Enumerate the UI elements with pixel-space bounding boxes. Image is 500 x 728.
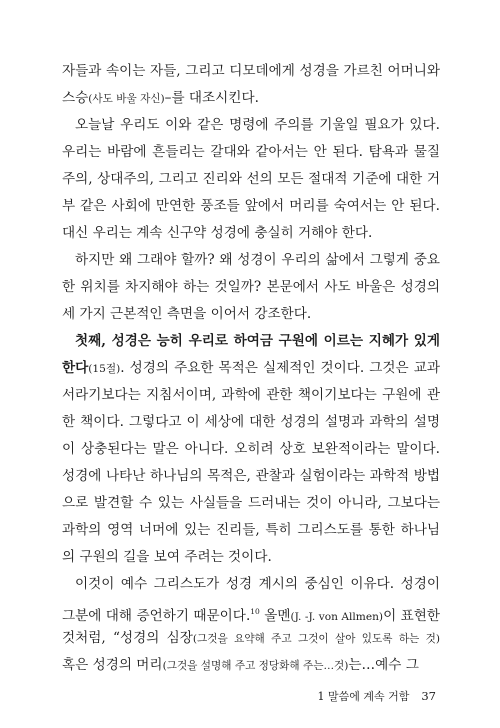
chapter-title: 1 말씀에 계속 거함: [317, 690, 410, 703]
text-span: 스승: [62, 90, 89, 106]
text-line: [62, 193, 440, 220]
text-span: 서라기보다는 지침서이며, 과학에 관한 책이기보다는 구원에 관: [62, 387, 440, 403]
text-line: [62, 166, 440, 193]
text-span: 이 표현한: [383, 608, 440, 624]
text-line: [62, 112, 440, 139]
text-span: 한 위치를 차지해야 하는 것일까? 본문에서 사도 바울은 성경의: [62, 279, 440, 295]
footnote-ref: 10: [250, 607, 260, 616]
text-span: . 성경의 주요한 목적은 실제적인 것이다. 그것은 교과: [120, 360, 440, 376]
text-span: 것처럼, “성경의 심장: [62, 630, 193, 646]
text-line: [62, 220, 440, 247]
text-line: [62, 85, 440, 112]
parenthetical-note: (그것을 설명해 주고 정당화해 주는…것): [162, 660, 349, 672]
text-span: 이 상충된다는 말은 아니다. 오히려 상호 보완적이라는 말이다.: [62, 441, 440, 457]
text-line: [62, 544, 440, 571]
paragraph: [62, 247, 440, 328]
text-span: 혹은 성경의 머리: [62, 657, 163, 673]
text-line: [62, 139, 440, 166]
text-span: 성경에 나타난 하나님의 목적은, 관찰과 실험이라는 과학적 방법: [62, 468, 440, 484]
text-span: 올멘: [259, 608, 291, 624]
text-span: 으로 발견할 수 있는 사실들을 드러내는 것이 아니라, 그보다는: [62, 495, 440, 511]
body-text: [62, 58, 440, 679]
running-footer: [317, 688, 436, 704]
parenthetical-note: (15절): [88, 363, 121, 375]
parenthetical-note: (사도 바울 자신): [88, 93, 165, 105]
paragraph: [62, 58, 440, 112]
paragraph: [62, 328, 440, 571]
text-span: 오늘날 우리도 이와 같은 명령에 주의를 기울일 필요가 있다.: [75, 117, 440, 133]
emphasis-text: 한다: [62, 360, 89, 376]
text-line: [62, 247, 440, 274]
text-line: [62, 571, 440, 598]
text-span: 는…예수 그: [348, 657, 419, 673]
text-span: 우리는 바람에 흔들리는 갈대와 같아서는 안 된다. 탐욕과 물질: [62, 144, 440, 160]
text-span: 그분에 대해 증언하기 때문이다.: [62, 608, 251, 624]
text-span: 이것이 예수 그리스도가 성경 계시의 중심인 이유다. 성경이: [75, 576, 440, 592]
text-line: [62, 490, 440, 517]
text-line: [62, 598, 440, 625]
text-line: [62, 382, 440, 409]
text-span: 하지만 왜 그래야 할까? 왜 성경이 우리의 삶에서 그렇게 중요: [75, 252, 440, 268]
text-line: [62, 274, 440, 301]
emphasis-text: 첫째, 성경은 능히 우리로 하여금 구원에 이르는 지혜가 있게: [75, 333, 440, 349]
text-line: [62, 355, 440, 382]
text-line: [62, 58, 440, 85]
text-span: 세 가지 근본적인 측면을 이어서 강조한다.: [62, 306, 312, 322]
page-number: 37: [421, 689, 436, 703]
text-span: –를 대조시킨다.: [164, 90, 259, 106]
text-span: 주의, 상대주의, 그리고 진리와 선의 모든 절대적 기준에 대한 거: [62, 171, 440, 187]
paragraph: [62, 112, 440, 247]
text-span: 부 같은 사회에 만연한 풍조들 앞에서 머리를 숙여서는 안 된다.: [62, 198, 440, 214]
parenthetical-note: (그것을 요약해 주고 그것이 살아 있도록 하는 것): [192, 633, 440, 645]
text-line: [62, 517, 440, 544]
text-line: [62, 652, 440, 679]
text-line: [62, 625, 440, 652]
text-line: [62, 463, 440, 490]
text-span: 한 책이다. 그렇다고 이 세상에 대한 성경의 설명과 과학의 설명: [62, 414, 440, 430]
text-line: [62, 328, 440, 355]
text-span: 대신 우리는 계속 신구약 성경에 충실히 거해야 한다.: [62, 225, 373, 241]
text-line: [62, 301, 440, 328]
text-span: 과학의 영역 너머에 있는 진리들, 특히 그리스도를 통한 하나님: [62, 522, 440, 538]
text-line: [62, 409, 440, 436]
text-span: 자들과 속이는 자들, 그리고 디모데에게 성경을 가르친 어머니와: [62, 63, 440, 79]
parenthetical-note: (J. -J. von Allmen): [290, 611, 384, 623]
paragraph: [62, 571, 440, 679]
text-line: [62, 436, 440, 463]
text-span: 의 구원의 길을 보여 주려는 것이다.: [62, 549, 272, 565]
